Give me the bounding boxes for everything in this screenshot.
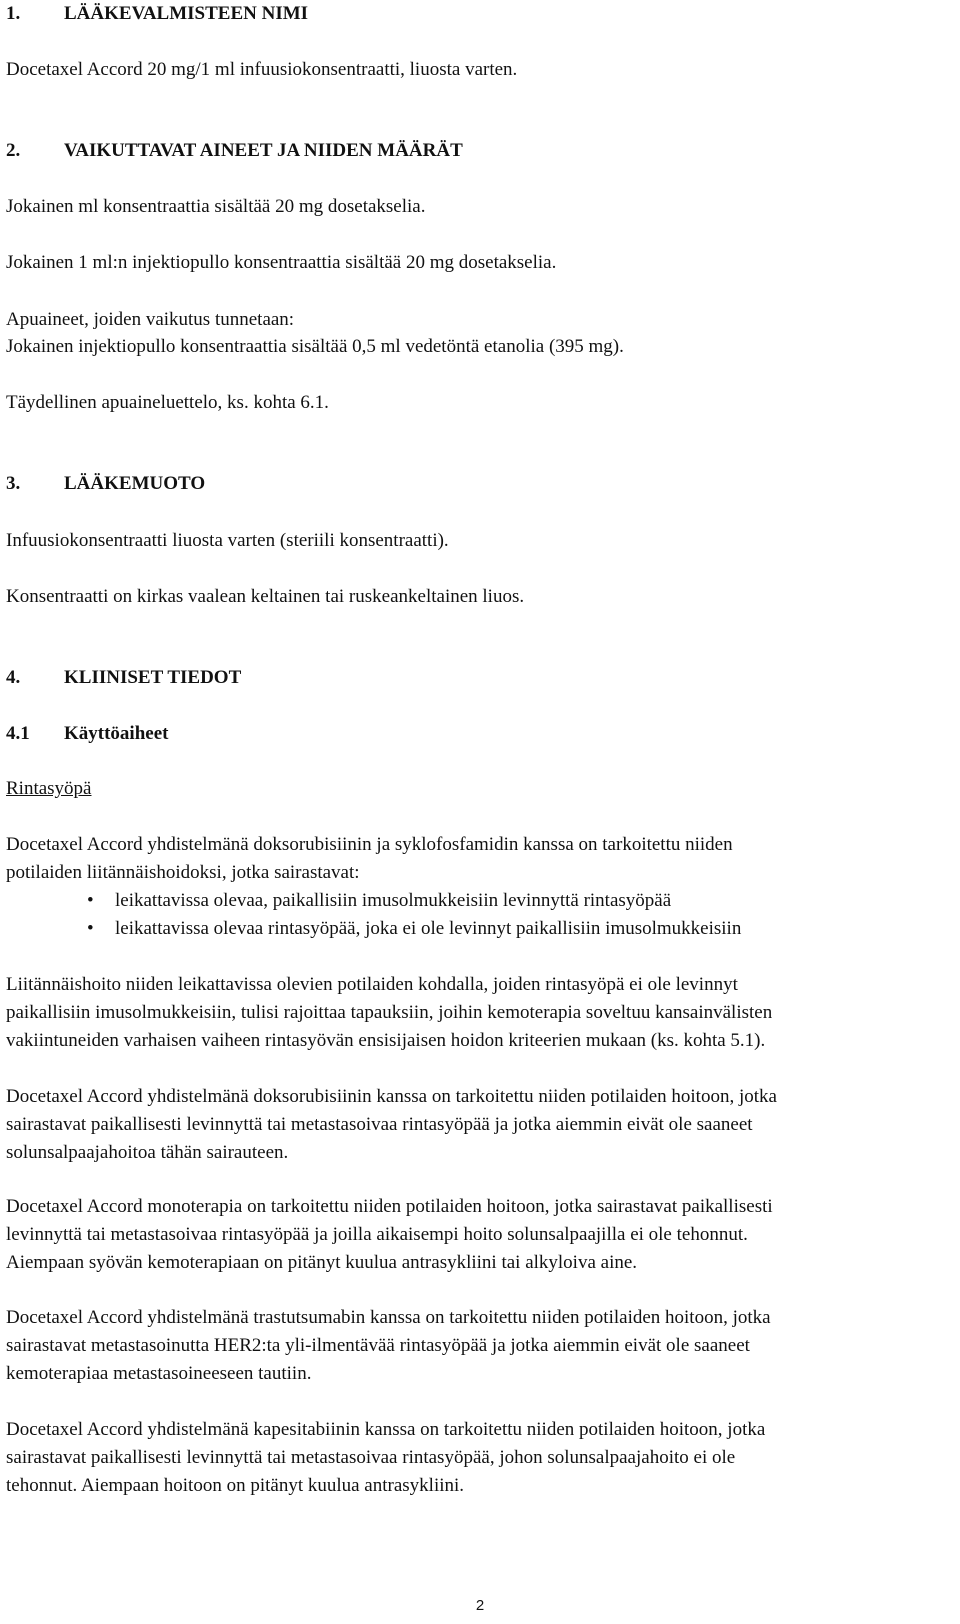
section-4-1-number: 4.1 [6,723,30,744]
bullet-text: leikattavissa olevaa rintasyöpää, joka ei ole levinnyt paikallisiin imusolmukkeisiin [115,918,742,939]
paragraph-line: solunsalpaajahoitoa tähän sairauteen. [6,1142,289,1163]
paragraph-line: Docetaxel Accord yhdistelmänä kapesitabiinin kanssa on tarkoitettu niiden potilaiden hoitoon, jotka [6,1419,766,1440]
bullet-item [6,887,946,915]
section-1-heading [6,0,308,28]
indication-bullet-list [6,887,946,943]
product-name-text: Docetaxel Accord 20 mg/1 ml infuusiokonsentraatti, liuosta varten. [6,59,518,80]
section-4-1-heading [6,720,168,748]
dosage-form-line-2: Konsentraatti on kirkas vaalean keltainen tai ruskeankeltainen liuos. [6,586,525,607]
section-3-number: 3. [6,473,21,494]
paragraph-line: levinnyttä tai metastasoivaa rintasyöpää ja joilla aikaisempi hoito solunsalpaajilla ei ole tehonnut. [6,1224,748,1245]
page-number: 2 [475,1597,485,1614]
excipients-reference: Täydellinen apuaineluettelo, ks. kohta 6.1. [6,392,329,413]
section-2-title: VAIKUTTAVAT AINEET JA NIIDEN MÄÄRÄT [64,140,463,161]
paragraph-line: potilaiden liitännäishoidoksi, jotka sairastavat: [6,862,360,883]
indication-paragraph-2 [6,971,946,1055]
paragraph-line: paikallisiin imusolmukkeisiin, tulisi rajoittaa tapauksiin, joihin kemoterapia soveltuu kansainvälisten [6,1002,773,1023]
paragraph-line: sairastavat paikallisesti levinnyttä tai metastasoivaa rintasyöpää, johon solunsalpaajahoito ei ole [6,1447,736,1468]
indication-paragraph-5 [6,1304,946,1388]
indication-paragraph-1 [6,831,946,943]
section-3-heading [6,470,205,498]
section-4-title: KLIINISET TIEDOT [64,667,242,688]
paragraph-line: kemoterapiaa metastasoineeseen tautiin. [6,1363,312,1384]
paragraph-line: sairastavat paikallisesti levinnyttä tai metastasoivaa rintasyöpää ja jotka aiemmin eivät ole saaneet [6,1114,753,1135]
paragraph-line: Docetaxel Accord yhdistelmänä trastutsumabin kanssa on tarkoitettu niiden potilaiden hoitoon, jotka [6,1307,771,1328]
bullet-text: leikattavissa olevaa, paikallisiin imusolmukkeisiin levinnyttä rintasyöpää [115,890,672,911]
section-4-heading [6,664,241,692]
indication-paragraph-4 [6,1193,946,1277]
section-1-number: 1. [6,3,21,24]
section-1-title: LÄÄKEVALMISTEEN NIMI [64,3,309,24]
excipients-ethanol: Jokainen injektiopullo konsentraattia sisältää 0,5 ml vedetöntä etanolia (395 mg). [6,336,624,357]
section-3-title: LÄÄKEMUOTO [64,473,206,494]
dosage-form-line-1: Infuusiokonsentraatti liuosta varten (steriili konsentraatti). [6,530,449,551]
paragraph-line: Docetaxel Accord monoterapia on tarkoitettu niiden potilaiden hoitoon, jotka sairastavat paikallisesti [6,1196,773,1217]
bullet-icon: • [87,918,94,939]
paragraph-line: Liitännäishoito niiden leikattavissa olevien potilaiden kohdalla, joiden rintasyöpä ei ole levinnyt [6,974,738,995]
indication-paragraph-3 [6,1083,946,1167]
bullet-icon: • [87,890,94,911]
paragraph-line: Docetaxel Accord yhdistelmänä doksorubisiinin kanssa on tarkoitettu niiden potilaiden hoitoon, jotka [6,1086,777,1107]
paragraph-line: Aiempaan syövän kemoterapiaan on pitänyt kuulua antrasykliini tai alkyloiva aine. [6,1252,638,1273]
breast-cancer-subheading: Rintasyöpä [6,778,92,799]
section-4-number: 4. [6,667,21,688]
section-2-number: 2. [6,140,21,161]
paragraph-line: vakiintuneiden varhaisen vaiheen rintasyövän ensisijaisen hoidon kriteerien mukaan (ks. kohta 5.1). [6,1030,766,1051]
excipients-label: Apuaineet, joiden vaikutus tunnetaan: [6,309,295,330]
paragraph-line: sairastavat metastasoinutta HER2:ta yli-ilmentävää rintasyöpää ja jotka aiemmin eivät ole saaneet [6,1335,750,1356]
paragraph-line: Docetaxel Accord yhdistelmänä doksorubisiinin ja syklofosfamidin kanssa on tarkoitettu niiden [6,834,733,855]
indication-paragraph-6 [6,1416,946,1500]
composition-line-2: Jokainen 1 ml:n injektiopullo konsentraattia sisältää 20 mg dosetakselia. [6,252,557,273]
bullet-item [6,915,946,943]
paragraph-line: tehonnut. Aiempaan hoitoon on pitänyt kuulua antrasykliini. [6,1475,465,1496]
section-2-heading [6,137,463,165]
section-4-1-title: Käyttöaiheet [64,723,169,744]
composition-line-1: Jokainen ml konsentraattia sisältää 20 mg dosetakselia. [6,196,426,217]
